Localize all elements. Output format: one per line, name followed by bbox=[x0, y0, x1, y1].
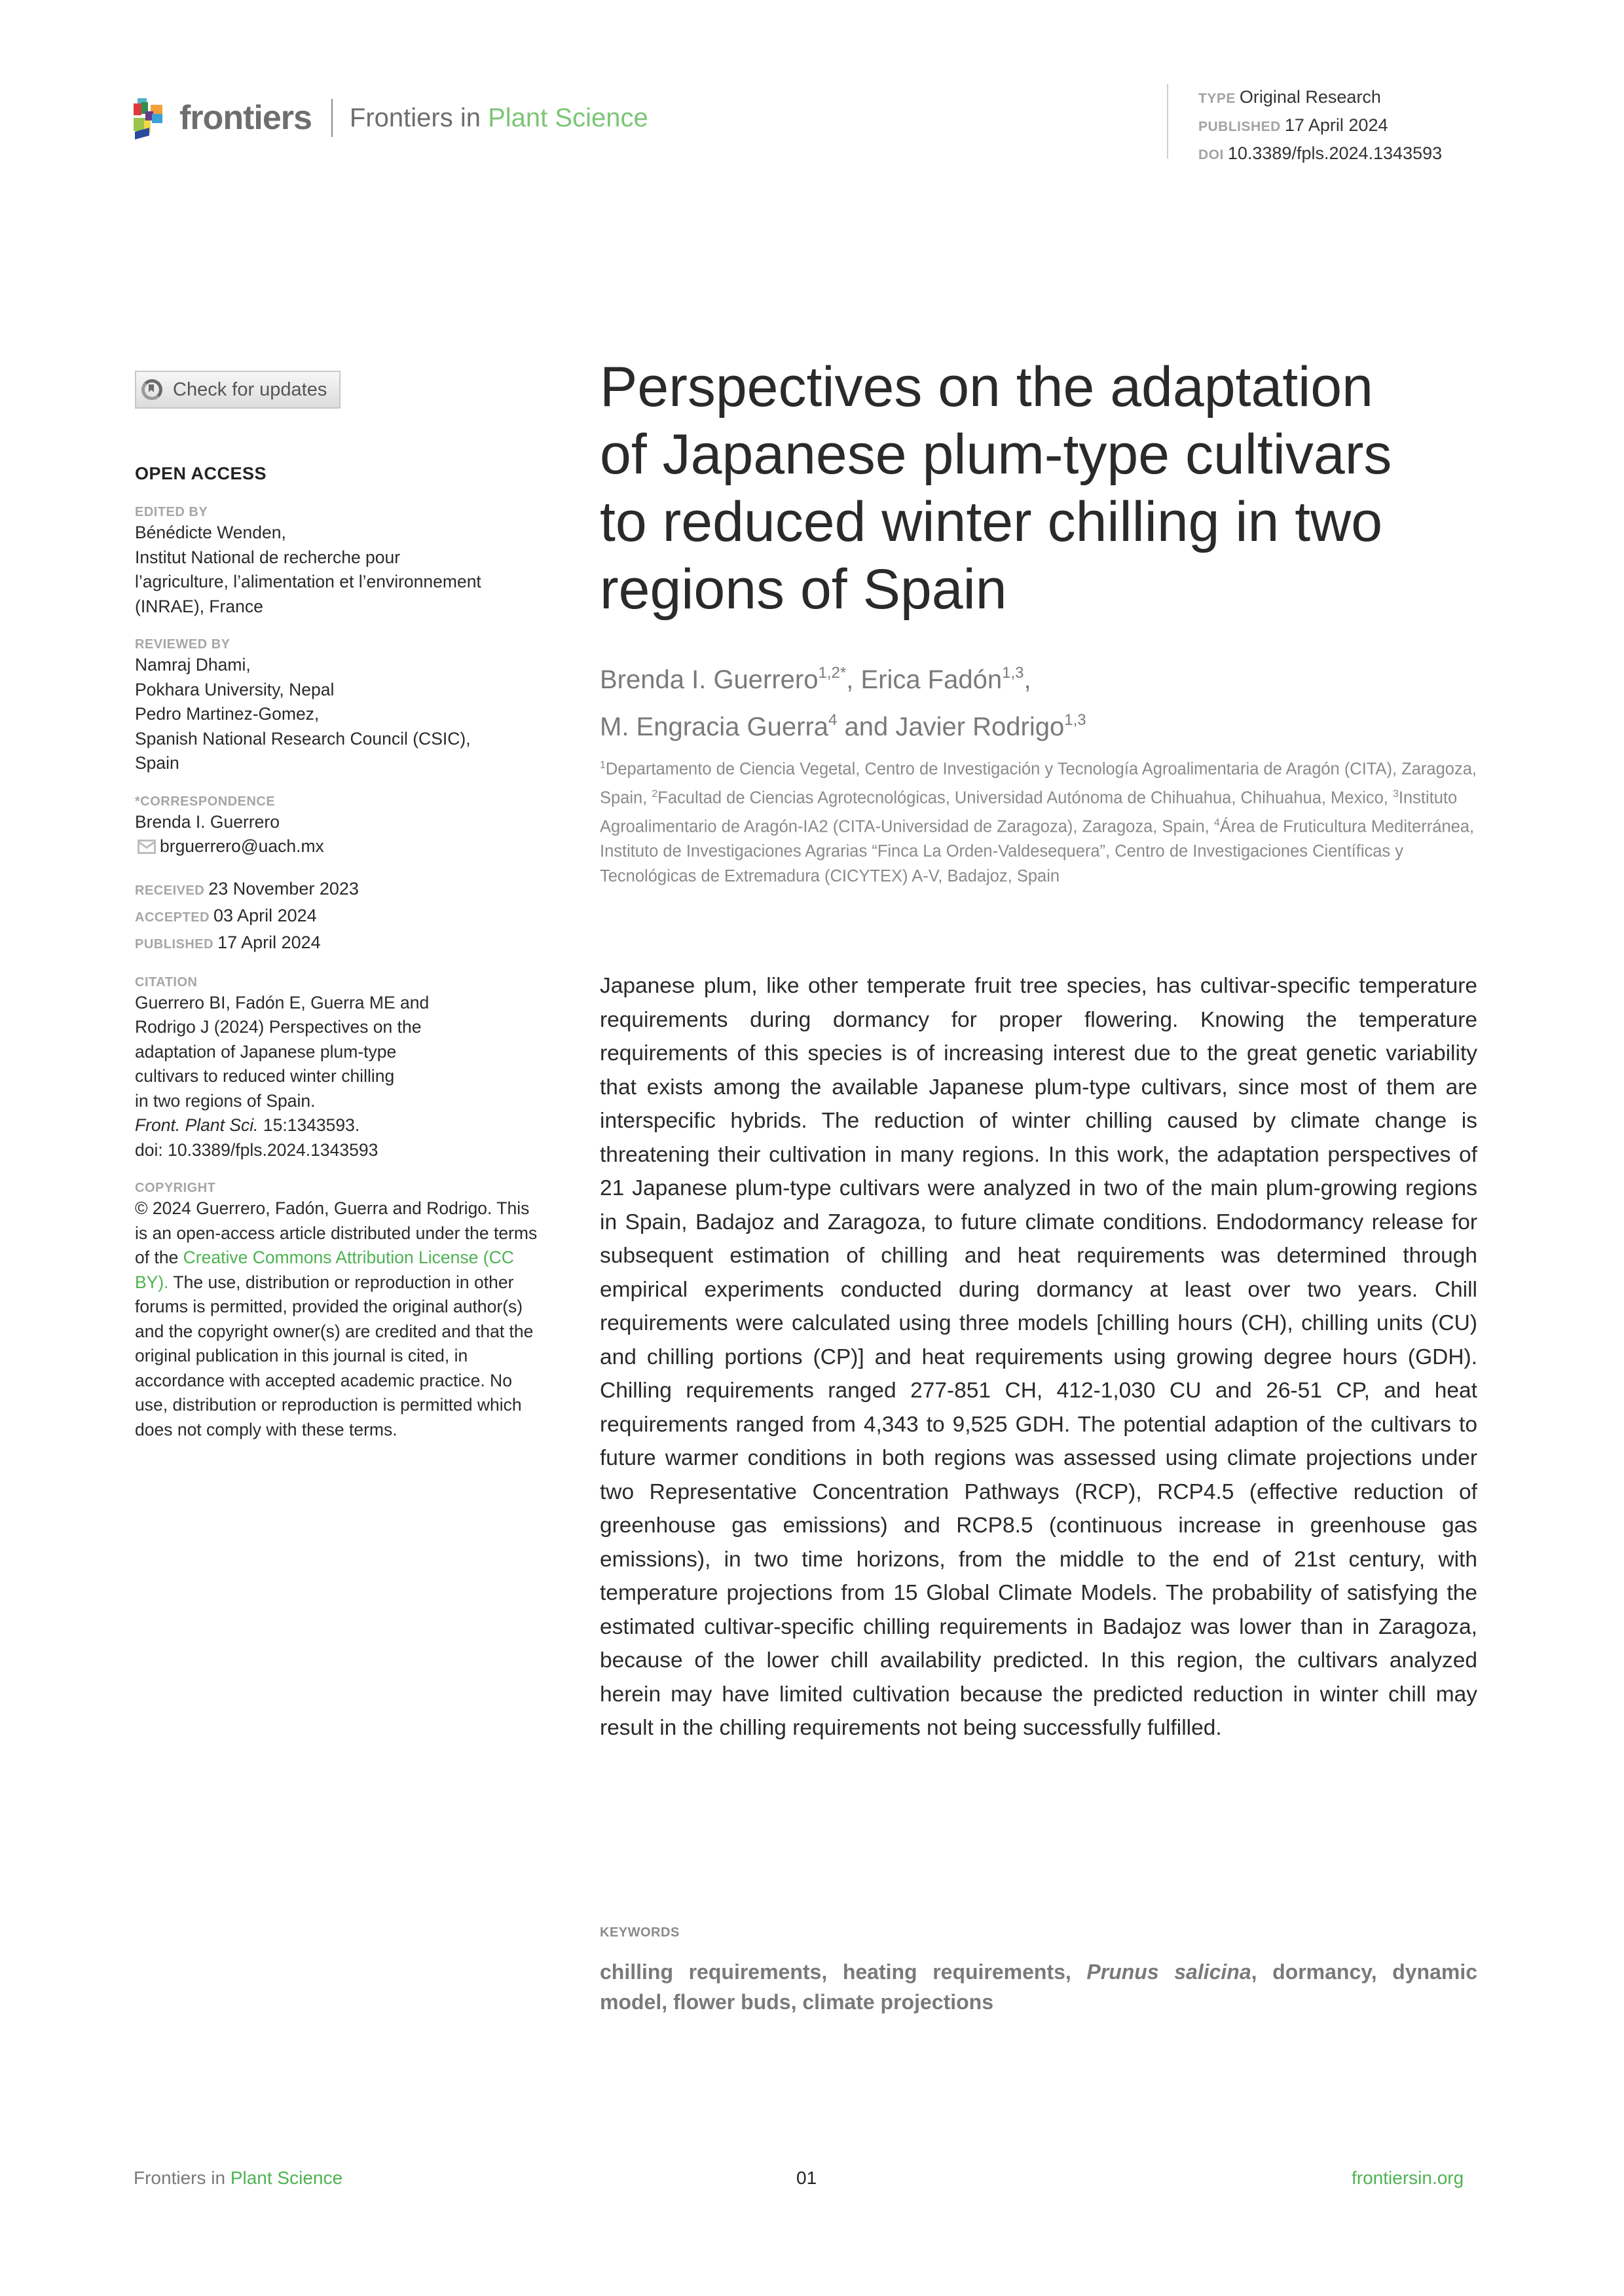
envelope-icon bbox=[138, 840, 156, 854]
affiliations: $^1$Departamento de Ciencia Vegetal, Centro de Investigación y Tecnología Agroalimentaria de Aragón (CITA), Zaragoza, Spain, $^2$Facultad de Ciencias Agrotecnológicas, Universidad Autónoma de Chihuahua, Chihuahua, Mexico, $^3$Instituto Agroalimentario de Aragón-IA2 (CITA-Universidad de Zaragoza), Zaragoza, Spain, $^4$Área de Fruticultura Mediterránea, Instituto de Investigaciones Agrarias “Finca La Orden-Valdesequera”, Centro de Investigaciones Científicas y Tecnológicas de Extremadura (CICYTEX) A-V, Badajoz, Spain bbox=[600, 760, 1477, 885]
publisher-wordmark: frontiers bbox=[179, 99, 312, 137]
cc-by-license-link[interactable]: Creative Commons Attribution License (CC BY). bbox=[135, 1248, 514, 1292]
author-name[interactable]: Brenda I. Guerrero bbox=[600, 665, 819, 694]
publisher-logo[interactable] bbox=[134, 97, 648, 139]
bookmark-circle-icon bbox=[141, 379, 162, 400]
reviewed-by-section: REVIEWED BY Namraj Dhami, Pokhara University, Nepal Pedro Martinez-Gomez, Spanish National Research Council (CSIC), Spain bbox=[135, 637, 471, 773]
copyright-section: COPYRIGHT © 2024 Guerrero, Fadón, Guerra and Rodrigo. This is an open-access article distributed under the terms of the Creative Commons Attribution License (CC BY). The use, distribution or reproduction in other forums is permitted, provided the original author(s) and the copyright owner(s) are credited and that the original publication in this journal is cited, in accordance with accepted academic practice. No use, distribution or reproduction is permitted which does not comply with these terms. bbox=[135, 1181, 538, 1439]
dates-section: RECEIVED 23 November 2023 ACCEPTED 03 April 2024 PUBLISHED 17 April 2024 bbox=[135, 878, 359, 952]
author-name[interactable]: Javier Rodrigo bbox=[895, 713, 1065, 741]
frontiers-cubes-icon bbox=[134, 98, 170, 138]
footer-journal: Frontiers in Plant Science bbox=[134, 2168, 343, 2188]
header-divider bbox=[331, 99, 333, 137]
author-list: Brenda I. Guerrero$^{1,2*}$, Erica Fadón$^{1,3}$, M. Engracia Guerra$^4$ and Javier Rodrigo$^{1,3}$ bbox=[600, 664, 1086, 741]
article-meta bbox=[1167, 84, 1443, 163]
sidebar bbox=[135, 371, 547, 1442]
check-for-updates-button[interactable]: Check for updates bbox=[135, 371, 341, 409]
email-link[interactable]: brguerrero@uach.mx bbox=[135, 834, 547, 859]
author-name[interactable]: M. Engracia Guerra bbox=[600, 713, 829, 741]
page-number: 01 bbox=[796, 2168, 817, 2188]
meta-type: TYPE Original Research bbox=[1198, 87, 1381, 107]
keywords-label: KEYWORDS bbox=[600, 1925, 680, 1940]
citation-section: CITATION Guerrero BI, Fadón E, Guerra ME and Rodrigo J (2024) Perspectives on the adaptation of Japanese plum-type cultivars to reduced winter chilling in two regions of Spain. Front. Plant Sci. 15:1343593. doi: 10.3389/fpls.2024.1343593 bbox=[135, 974, 430, 1160]
meta-doi: DOI 10.3389/fpls.2024.1343593 bbox=[1198, 143, 1443, 163]
journal-name: Frontiers in Plant Science bbox=[349, 103, 648, 132]
article-title: Perspectives on the adaptation of Japanese plum-type cultivars to reduced winter chilling in two regions of Spain bbox=[600, 356, 1392, 621]
meta-published: PUBLISHED 17 April 2024 bbox=[1198, 115, 1388, 135]
author-name[interactable]: Erica Fadón bbox=[860, 665, 1003, 694]
edited-by-section: EDITED BY Bénédicte Wenden, Institut National de recherche pour l’agriculture, l’alimentation et l’environnement (INRAE), France bbox=[135, 505, 481, 616]
correspondence-section: *CORRESPONDENCE Brenda I. Guerrero brguerrero@uach.mx bbox=[135, 793, 547, 859]
abstract: Japanese plum, like other temperate fruit tree species, has cultivar-specific temperature requirements during dormancy for proper flowering. Knowing the temperature requirements of this species is of increasing interest due to the great genetic variability that exists among the available Japanese plum-type cultivars, since most of them are interspecific hybrids. The reduction of winter chilling caused by climate change is threatening their cultivation in many regions. In this work, the adaptation perspectives of 21 Japanese plum-type cultivars were analyzed in two of the main plum-growing regions in Spain, Badajoz and Zaragoza, to future climate conditions. Endodormancy release for subsequent estimation of chilling and heat requirements was determined through empirical experiments conducted during dormancy at least over two years. Chill requirements were calculated using three models [chilling hours (CH), chilling units (CU) and chilling portions (CP)] and heat requirements using growing degree hours (GDH). Chilling requirements ranged 277-851 CH, 412-1,030 CU and 26-51 CP, and heat requirements ranged from 4,343 to 9,525 GDH. The potential adaption of the cultivars to future warmer conditions in both regions was assessed using climate projections under two Representative Concentration Pathways (RCP), RCP4.5 (effective reduction of greenhouse gas emissions) and RCP8.5 (continuous increase in greenhouse gas emissions), in two time horizons, from the middle to the end of 21st century, with temperature projections from 15 Global Climate Models. The probability of satisfying the estimated cultivar-specific chilling requirements in Badajoz was lower than in Zaragoza, because of the lower chill availability predicted. In this region, the cultivars analyzed herein may have limited cultivation because the predicted reduction in winter chill may result in the chilling requirements not being successfully fulfilled. bbox=[600, 974, 1477, 1740]
footer-website-link[interactable]: frontiersin.org bbox=[1352, 2168, 1464, 2188]
keywords: chilling requirements, heating requirements, Prunus salicina, dormancy, dynamic model, flower buds, climate projections bbox=[600, 1960, 1477, 2014]
open-access-label: OPEN ACCESS bbox=[135, 464, 267, 483]
